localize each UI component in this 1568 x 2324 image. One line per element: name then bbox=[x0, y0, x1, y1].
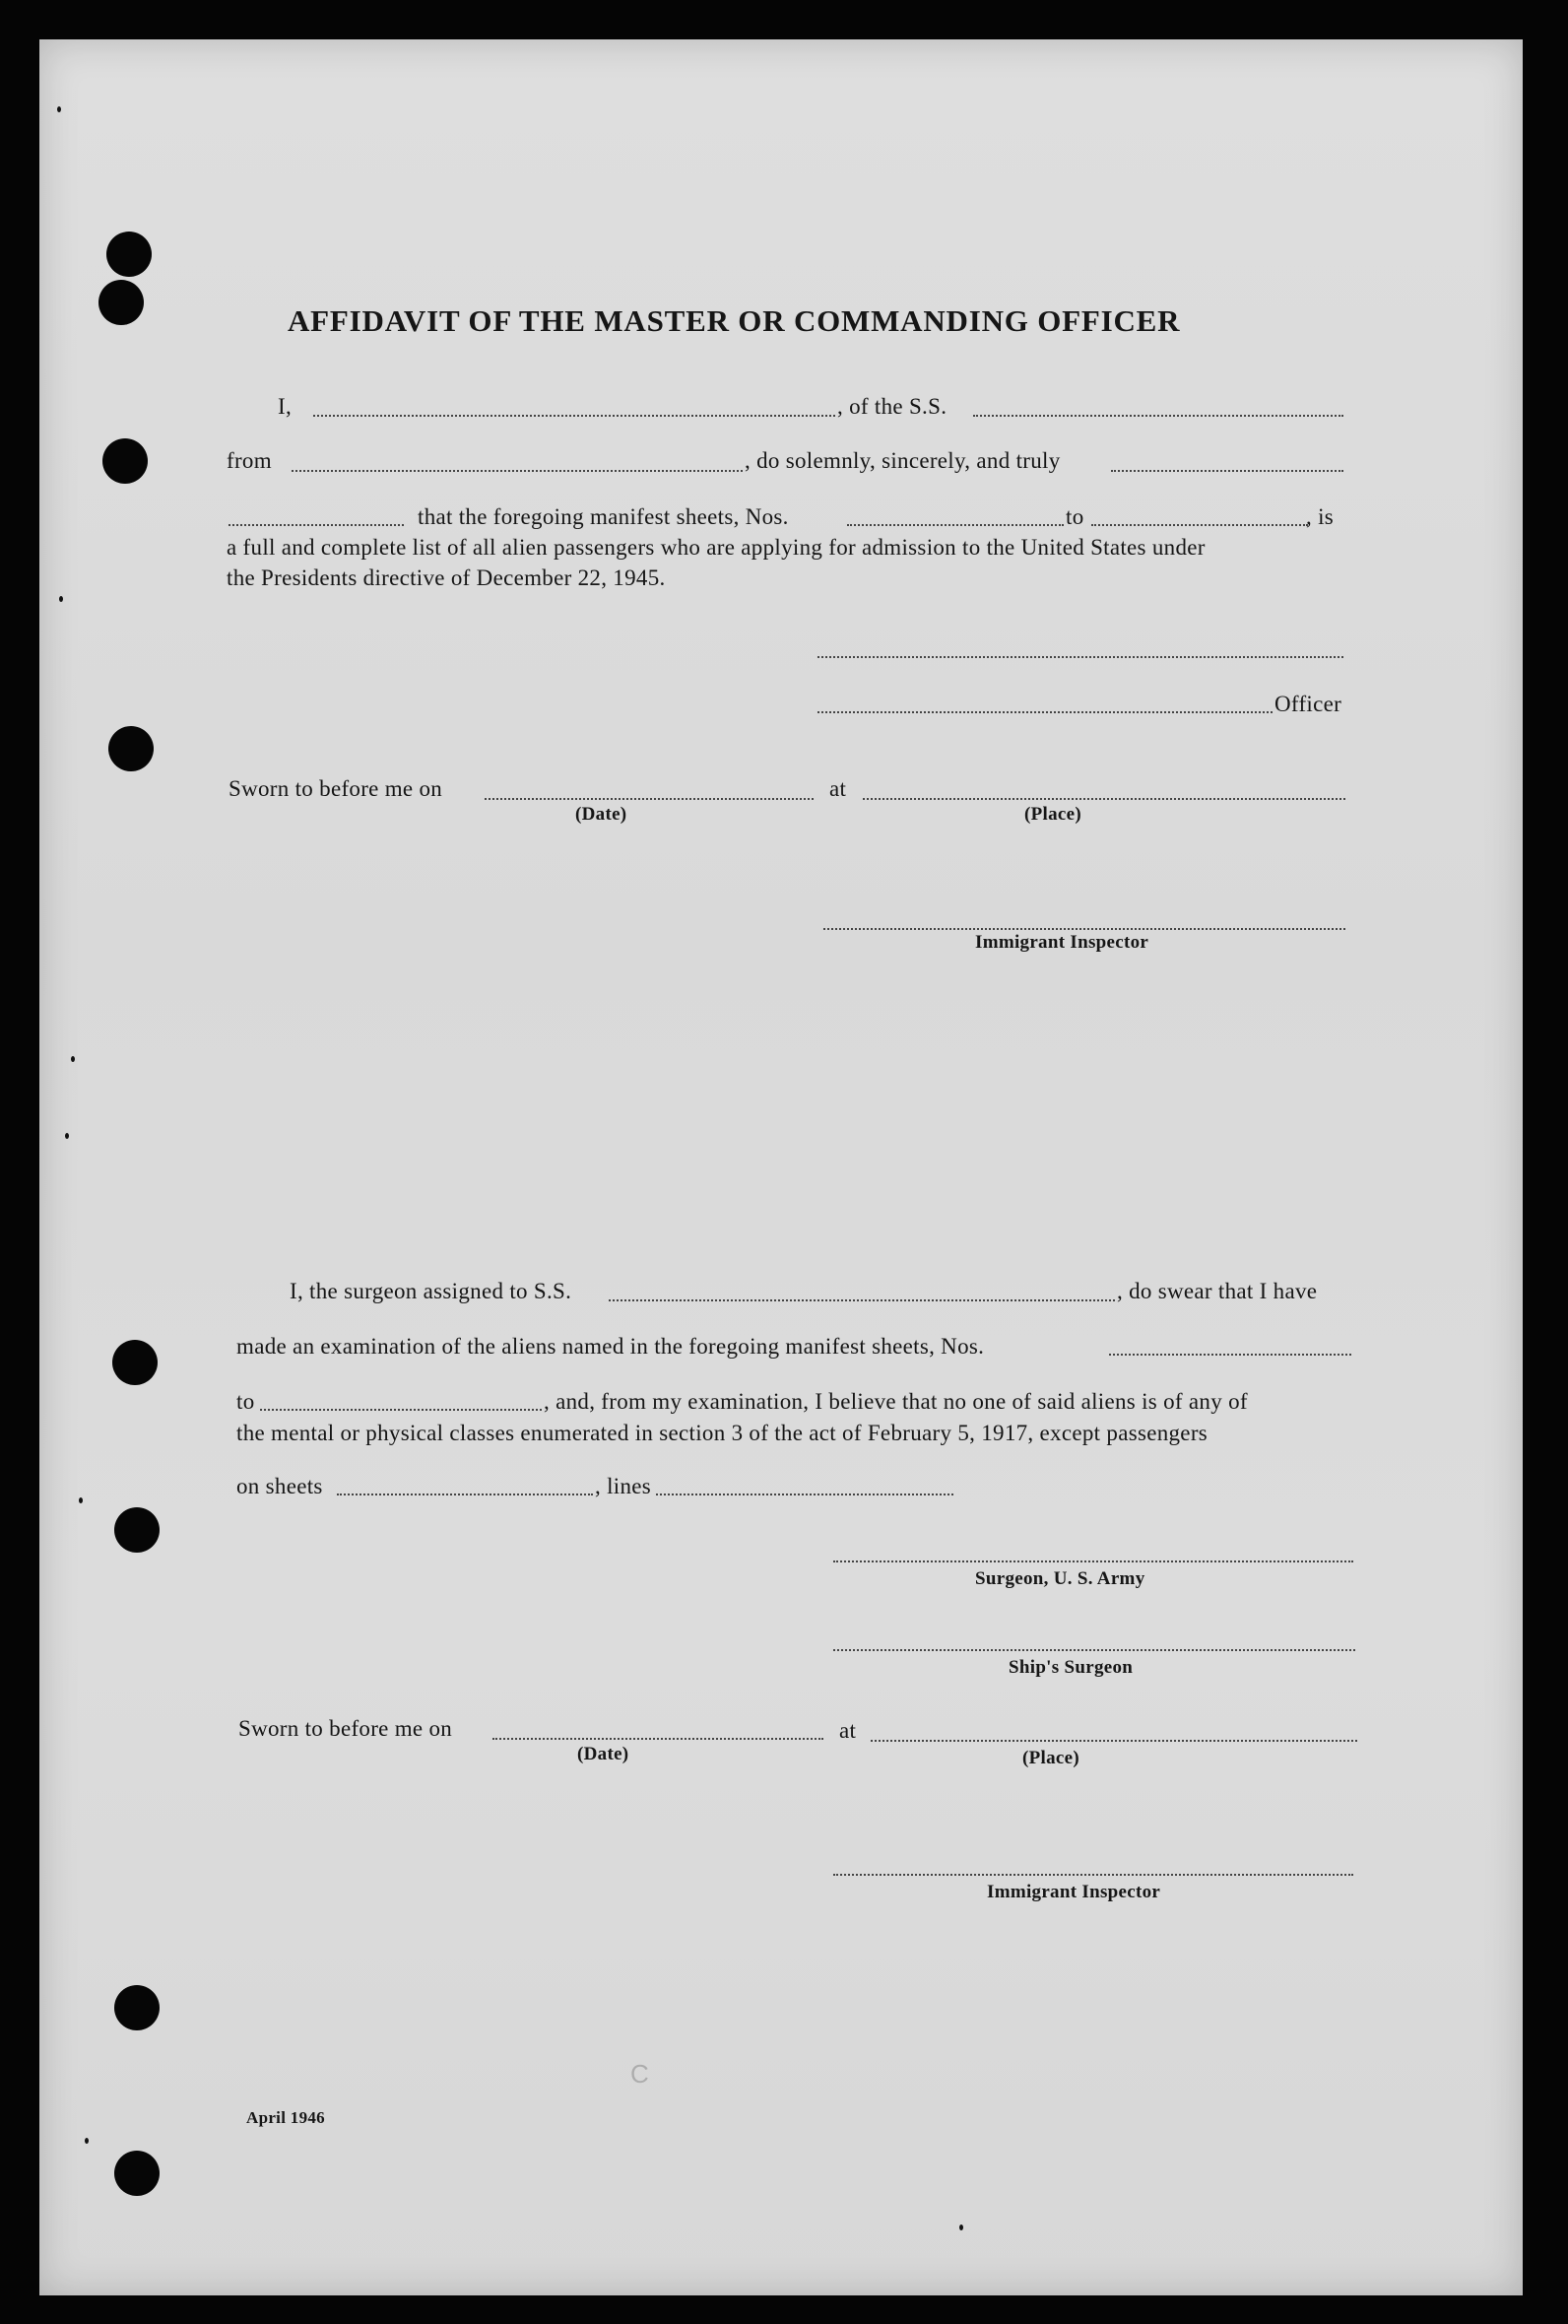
ship-surgeon-caption: Ship's Surgeon bbox=[1009, 1657, 1134, 1678]
of-ss-label: , of the S.S. bbox=[837, 394, 947, 419]
inspector-signature-line[interactable] bbox=[823, 928, 1345, 930]
surgeon-line-2: made an examination of the aliens named in the foregoing manifest sheets, Nos. bbox=[236, 1334, 985, 1359]
sworn-date-field[interactable] bbox=[485, 798, 814, 800]
punch-hole bbox=[102, 438, 148, 484]
punch-hole bbox=[114, 1985, 160, 2030]
at-label: at bbox=[829, 776, 847, 801]
foregoing-label: that the foregoing manifest sheets, Nos. bbox=[418, 504, 789, 529]
punch-hole bbox=[112, 1340, 158, 1385]
punch-hole bbox=[106, 232, 152, 277]
ink-speck bbox=[79, 1497, 83, 1503]
sworn-place-field[interactable] bbox=[863, 798, 1345, 800]
surgeon-sheets-from-field[interactable] bbox=[1109, 1354, 1351, 1356]
surgeon-sheets-to-field[interactable] bbox=[260, 1409, 542, 1411]
ship-name-field[interactable] bbox=[973, 415, 1343, 417]
sheets-to-field[interactable] bbox=[1091, 524, 1308, 526]
punch-hole bbox=[114, 1507, 160, 1553]
surgeon-sworn-place-field[interactable] bbox=[871, 1740, 1357, 1742]
punch-hole bbox=[114, 2151, 160, 2196]
ship-surgeon-signature-line[interactable] bbox=[833, 1649, 1355, 1651]
sheets-from-field[interactable] bbox=[847, 524, 1064, 526]
officer-signature-line-2[interactable] bbox=[817, 711, 1273, 713]
on-sheets-label: on sheets bbox=[236, 1474, 323, 1498]
except-sheets-field[interactable] bbox=[337, 1494, 593, 1495]
officer-signature-line-1[interactable] bbox=[817, 656, 1343, 658]
sworn-label: Sworn to before me on bbox=[229, 776, 443, 801]
surgeon-line-1b: , do swear that I have bbox=[1117, 1279, 1318, 1303]
surgeon-line-1a: I, the surgeon assigned to S.S. bbox=[290, 1279, 572, 1303]
surgeon-ship-field[interactable] bbox=[609, 1299, 1115, 1301]
punch-hole bbox=[98, 280, 144, 325]
ink-speck bbox=[85, 2138, 89, 2144]
from-label: from bbox=[227, 448, 272, 473]
ink-speck bbox=[65, 1133, 69, 1139]
surgeon-to-label: to bbox=[236, 1389, 255, 1414]
statement-line: a full and complete list of all alien passengers who are applying for admission to the United States under bbox=[227, 535, 1206, 560]
solemnly-label: , do solemnly, sincerely, and truly bbox=[745, 448, 1061, 473]
place-caption: (Place) bbox=[1024, 804, 1082, 825]
surgeon-inspector-caption: Immigrant Inspector bbox=[987, 1882, 1161, 1902]
ink-speck bbox=[57, 106, 61, 112]
from-port-field[interactable] bbox=[292, 470, 743, 472]
ink-speck bbox=[71, 1056, 75, 1062]
surgeon-sworn-label: Sworn to before me on bbox=[238, 1716, 453, 1741]
directive-line: the Presidents directive of December 22, 1945. bbox=[227, 565, 666, 590]
to-label: to bbox=[1066, 504, 1084, 529]
oath-verb-field[interactable] bbox=[229, 524, 404, 526]
lines-label: , lines bbox=[595, 1474, 652, 1498]
is-label: , is bbox=[1306, 504, 1335, 529]
oath-word-field[interactable] bbox=[1111, 470, 1343, 472]
except-lines-field[interactable] bbox=[656, 1494, 953, 1495]
inspector-caption: Immigrant Inspector bbox=[975, 932, 1149, 953]
surgeon-line-4: the mental or physical classes enumerated in section 3 of the act of February 5, 1917, except passengers bbox=[236, 1421, 1209, 1445]
surgeon-date-caption: (Date) bbox=[577, 1744, 629, 1764]
form-edition-date: April 1946 bbox=[246, 2108, 325, 2127]
ink-speck bbox=[959, 2224, 963, 2230]
ink-speck bbox=[59, 596, 63, 602]
surgeon-at-label: at bbox=[839, 1718, 857, 1743]
document-page bbox=[39, 39, 1523, 2295]
form-title: AFFIDAVIT OF THE MASTER OR COMMANDING OFFICER bbox=[288, 303, 1181, 338]
officer-label: Officer bbox=[1274, 692, 1342, 716]
surgeon-place-caption: (Place) bbox=[1022, 1748, 1080, 1768]
punch-hole bbox=[108, 726, 154, 771]
surgeon-inspector-signature-line[interactable] bbox=[833, 1874, 1353, 1876]
army-surgeon-signature-line[interactable] bbox=[833, 1560, 1353, 1562]
surgeon-line-3b: , and, from my examination, I believe that no one of said aliens is of any of bbox=[544, 1389, 1248, 1414]
date-caption: (Date) bbox=[575, 804, 627, 825]
master-name-field[interactable] bbox=[313, 415, 835, 417]
surgeon-sworn-date-field[interactable] bbox=[492, 1738, 823, 1740]
bleed-through-mark: C bbox=[630, 2059, 650, 2089]
army-surgeon-caption: Surgeon, U. S. Army bbox=[975, 1568, 1145, 1589]
pronoun-i: I, bbox=[278, 394, 293, 419]
